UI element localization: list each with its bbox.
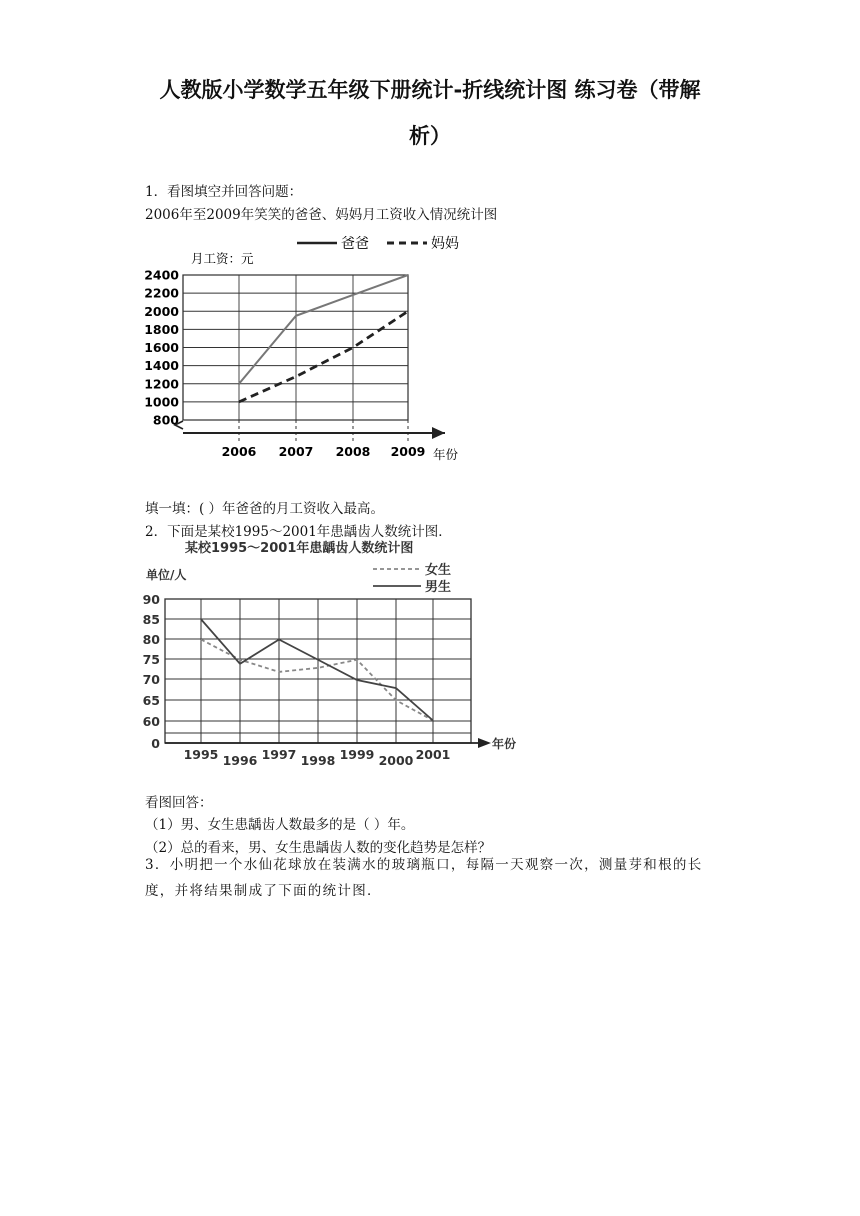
chart-1-x-tick-label: 2009 [390,444,426,459]
chart-1-y-tick-label: 1600 [144,340,179,355]
chart-2-x-tick-label: 1998 [300,753,336,768]
chart-2-x-tick-label: 1996 [222,753,258,768]
chart-1-ylabel: 月工资：元 [191,251,254,266]
chart-1-y-tick-label: 1800 [144,321,179,337]
chart-2-x-tick-label: 1995 [183,747,219,762]
chart-1-x-tick-label: 2007 [278,444,314,459]
question-2-sub-2: （2）总的看来，男、女生患龋齿人数的变化趋势是怎样？ [145,840,492,856]
legend-label-dad: 爸爸 [341,236,369,252]
chart-2-y-tick-label: 60 [142,714,160,729]
chart-1-y-tick-label: 1000 [144,394,179,410]
salary-line-chart [145,225,485,470]
girls-caries-line [201,640,433,721]
answer-header: 看图回答： [145,795,213,811]
chart-2-legend [373,562,451,595]
chart-1-x-tick-label: 2006 [221,444,257,459]
chart-2-title: 某校1995～2001年患龋齿人数统计图 [185,541,414,556]
chart-2-x-tick-label: 1999 [339,747,375,762]
question-1-fill-blank: 填一填：( ）年爸爸的月工资收入最高。 [145,501,385,517]
chart-2-y-tick-label: 80 [142,632,160,647]
chart-2-y-tick-label: 75 [142,652,160,667]
chart-2-x-tick-label: 1997 [261,747,297,762]
chart-1-caption: 2006年至2009年笑笑的爸爸、妈妈月工资收入情况统计图 [145,207,498,223]
chart-2-x-tick-label: 2001 [415,747,451,762]
question-2-sub-1: （1）男、女生患龋齿人数最多的是（ ）年。 [145,817,415,833]
chart-1-y-tick-label: 1200 [144,376,179,392]
chart-2-y-tick-label: 0 [151,736,160,751]
boys-caries-line [201,619,433,720]
legend-label-girls: 女生 [425,563,452,578]
legend-label-mom: 妈妈 [431,236,459,252]
chart-2-y-tick-label: 70 [142,672,160,687]
page-title: 人教版小学数学五年级下册统计-折线统计图 练习卷（带解 [159,78,701,102]
caries-line-chart [142,537,525,773]
chart-2-y-tick-label: 85 [142,612,160,627]
chart-2-y-tick-label: 65 [142,693,160,708]
legend-label-boys: 男生 [425,580,452,595]
question-1-prompt: 1．看图填空并回答问题： [145,184,303,200]
chart-1-y-tick-label: 800 [152,412,179,428]
question-2-prompt: 2．下面是某校1995～2001年患龋齿人数统计图． [145,524,452,540]
chart-2-y-tick-label: 90 [142,592,160,607]
chart-1-y-tick-label: 2400 [144,267,179,283]
chart-2-ylabel: 单位/人 [146,568,187,582]
chart-1-x-tick-label: 2008 [335,444,371,459]
chart-2-xlabel: 年份 [492,737,517,751]
mom-salary-line [239,311,408,402]
chart-1-legend [297,236,459,252]
chart-1-y-tick-label: 1400 [144,358,179,374]
chart-1-y-tick-label: 2200 [144,285,179,301]
page-title-continued: 析） [409,124,451,148]
question-3-text: 3．小明把一个水仙花球放在装满水的玻璃瓶口，每隔一天观察一次，测量芽和根的长度，并将结果制成了下面的统计图． [145,857,703,899]
chart-1-xlabel: 年份 [433,447,459,462]
chart-2-x-tick-label: 2000 [378,753,414,768]
chart-1-y-tick-label: 2000 [144,303,179,319]
